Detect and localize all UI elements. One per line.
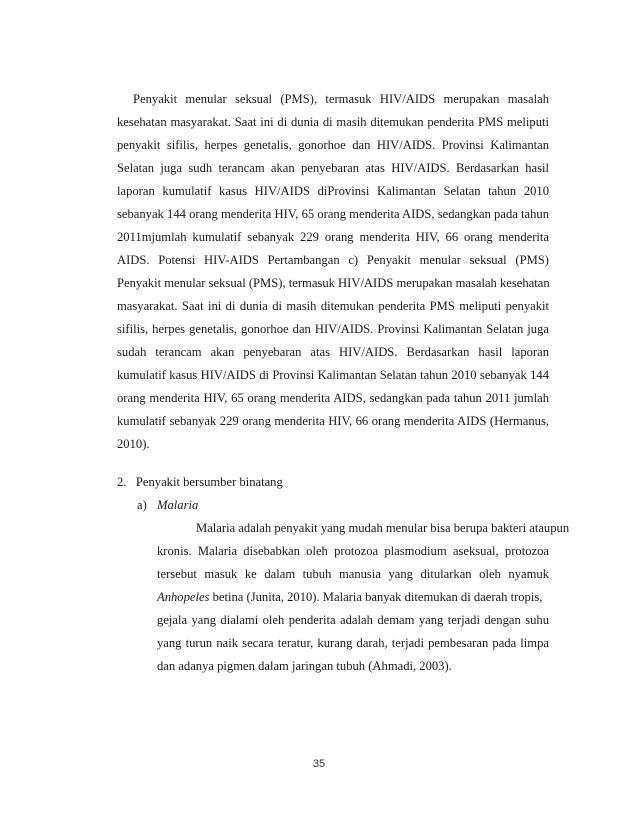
paragraph-line: Penyakit menular seksual (PMS), termasuk HIV/AIDS merupakan masalah bbox=[133, 92, 549, 106]
paragraph-line: penyakit sifilis, herpes genetalis, gonorhoe dan HIV/AIDS. Provinsi Kalimantan bbox=[117, 138, 549, 152]
malaria-line: dan adanya pigmen dalam jaringan tubuh (Ahmadi, 2003). bbox=[157, 659, 452, 673]
malaria-line: kronis. Malaria disebabkan oleh protozoa plasmodium aseksual, protozoa bbox=[157, 544, 549, 558]
paragraph-line: Penyakit menular seksual (PMS), termasuk HIV/AIDS merupakan masalah kesehatan bbox=[117, 276, 550, 290]
paragraph-line: kumulatif kasus HIV/AIDS di Provinsi Kalimantan Selatan tahun 2010 sebanyak 144 bbox=[117, 368, 549, 382]
paragraph-line: 2010). bbox=[117, 437, 150, 451]
paragraph-line: sudah terancam akan penyebaran atas HIV/AIDS. Berdasarkan hasil laporan bbox=[117, 345, 549, 359]
paragraph-line: Selatan juga sudh terancam akan penyebaran atas HIV/AIDS. Berdasarkan hasil bbox=[117, 161, 549, 175]
sub-item-title: Malaria bbox=[157, 498, 199, 512]
sub-item-label: a) bbox=[137, 498, 147, 512]
paragraph-line: AIDS. Potensi HIV-AIDS Pertambangan c) Penyakit menular seksual (PMS) bbox=[117, 253, 549, 267]
malaria-line: tersebut masuk ke dalam tubuh manusia yang ditularkan oleh nyamuk bbox=[157, 567, 549, 581]
paragraph-line: sifilis, herpes genetalis, gonorhoe dan HIV/AIDS. Provinsi Kalimantan Selatan juga bbox=[117, 322, 549, 336]
malaria-line: yang turun naik secara teratur, kurang darah, terjadi pembesaran pada limpa bbox=[157, 636, 549, 650]
malaria-line: gejala yang dialami oleh penderita adalah demam yang terjadi dengan suhu bbox=[157, 613, 549, 627]
paragraph-line: laporan kumulatif kasus HIV/AIDS diProvinsi Kalimantan Selatan tahun 2010 bbox=[117, 184, 549, 198]
paragraph-line: masyarakat. Saat ini di dunia di masih ditemukan penderita PMS meliputi penyakit bbox=[117, 299, 549, 313]
page-number: 35 bbox=[312, 758, 326, 770]
paragraph-line: sebanyak 144 orang menderita HIV, 65 orang menderita AIDS, sedangkan pada tahun bbox=[117, 207, 549, 221]
paragraph-line: kumulatif sebanyak 229 orang menderita HIV, 66 orang menderita AIDS (Hermanus, bbox=[117, 414, 549, 428]
paragraph-line: 2011mjumlah kumulatif sebanyak 229 orang menderita HIV, 66 orang menderita bbox=[117, 230, 549, 244]
malaria-line: Malaria adalah penyakit yang mudah menular bisa berupa bakteri ataupun bbox=[196, 521, 570, 535]
paragraph-line: kesehatan masyarakat. Saat ini di dunia di masih ditemukan penderita PMS meliputi bbox=[117, 115, 549, 129]
malaria-line bbox=[157, 589, 549, 605]
malaria-line-rest: betina (Junita, 2010). Malaria banyak ditemukan di daerah tropis, bbox=[209, 590, 543, 604]
species-name: Anhopeles bbox=[157, 590, 210, 604]
section-heading: 2. Penyakit bersumber binatang bbox=[117, 475, 283, 489]
paragraph-line: orang menderita HIV, 65 orang menderita AIDS, sedangkan pada tahun 2011 jumlah bbox=[117, 391, 549, 405]
